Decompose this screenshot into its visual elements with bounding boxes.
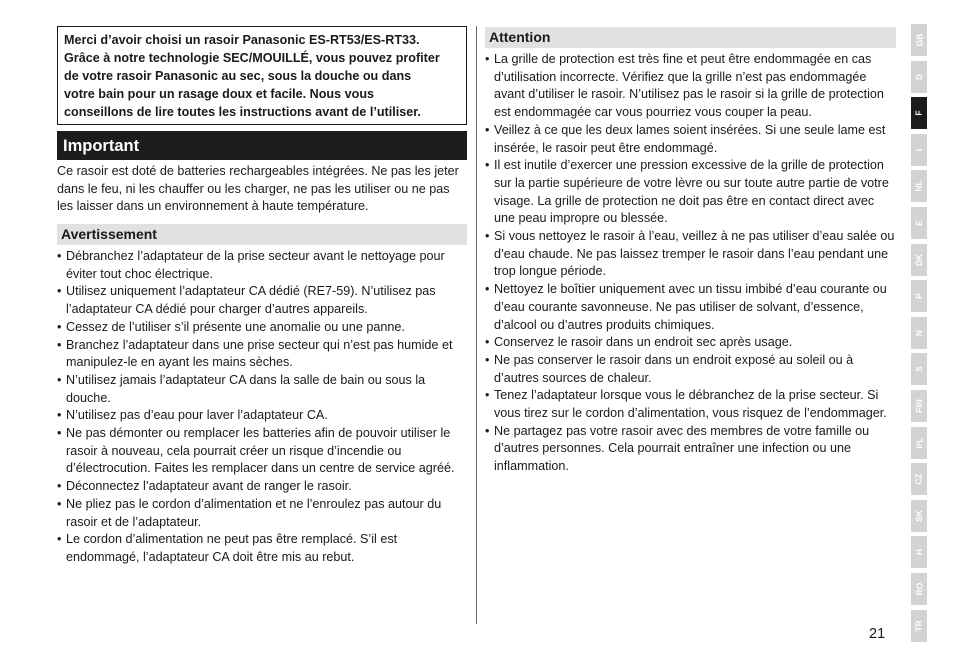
avertissement-heading: Avertissement (57, 224, 467, 245)
language-tab-label: S (913, 366, 924, 373)
list-item: • N’utilisez pas d’eau pour laver l’adaptateur CA. (57, 407, 467, 425)
language-tab-s[interactable] (911, 353, 927, 385)
language-tab-p[interactable] (911, 280, 927, 312)
language-tab-label: DK (914, 253, 924, 266)
language-tab-cz[interactable] (911, 463, 927, 495)
language-tab-e[interactable] (911, 207, 927, 239)
column-divider (476, 26, 477, 624)
intro-line: de votre rasoir Panasonic au sec, sous la douche ou dans (64, 69, 412, 83)
intro-line: Merci d’avoir choisi un rasoir Panasonic ES-RT53/ES-RT33. (64, 33, 420, 47)
important-text: Ce rasoir est doté de batteries rechargeables intégrées. Ne pas les jeter dans le feu, ni les chauffer ou les charger, ne pas les utiliser ou ne pas les laisser dans un environnement à haute température. (57, 164, 459, 214)
language-tab-f[interactable] (911, 97, 927, 129)
list-item: • Débranchez l’adaptateur de la prise secteur avant le nettoyage pour éviter tout choc électrique. (57, 248, 467, 283)
language-tab-label: NL (914, 180, 924, 193)
list-item: • Ne pliez pas le cordon d’alimentation et ne l’enroulez pas autour du rasoir et de l’adaptateur. (57, 496, 467, 531)
list-item: • Utilisez uniquement l’adaptateur CA dédié (RE7-59). N’utilisez pas l’adaptateur CA dédié pour charger d’autres appareils. (57, 283, 467, 318)
avertissement-section (57, 224, 467, 567)
attention-section (485, 27, 896, 476)
language-tab-i[interactable] (911, 134, 927, 166)
language-tab-label: E (913, 220, 924, 226)
language-tab-label: P (913, 293, 924, 299)
language-tab-h[interactable] (911, 536, 927, 568)
language-tab-label: F (913, 110, 924, 116)
intro-line: Grâce à notre technologie SEC/MOUILLÉ, vous pouvez profiter (64, 51, 440, 65)
language-tab-sk[interactable] (911, 500, 927, 532)
attention-heading: Attention (485, 27, 896, 48)
language-tab-label: N (913, 329, 924, 336)
language-tab-d[interactable] (911, 61, 927, 93)
list-item: • Si vous nettoyez le rasoir à l’eau, veillez à ne pas utiliser d’eau salée ou d’eau chaude. Ne pas laissez tremper le rasoir dans l’eau pendant une trop longue période. (485, 228, 896, 281)
language-tab-n[interactable] (911, 317, 927, 349)
language-tab-pl[interactable] (911, 427, 927, 459)
list-item: • Cessez de l’utiliser s’il présente une anomalie ou une panne. (57, 319, 467, 337)
important-heading: Important (57, 131, 467, 160)
intro-line: conseillons de lire toutes les instructions avant de l’utiliser. (64, 105, 421, 119)
language-tab-label: RO (914, 582, 924, 596)
language-tab-label: CZ (914, 473, 924, 485)
avertissement-list (57, 248, 467, 567)
intro-line: votre bain pour un rasage doux et facile. Nous vous (64, 87, 375, 101)
attention-list (485, 51, 896, 476)
list-item: • Ne pas conserver le rasoir dans un endroit exposé au soleil ou à d’autres sources de chaleur. (485, 352, 896, 387)
language-tab-label: GB (914, 33, 924, 47)
list-item: • Nettoyez le boîtier uniquement avec un tissu imbibé d’eau courante ou d’eau courante savonneuse. Ne pas utiliser de solvant, d’essence, d’alcool ou d’autres produits chimiques. (485, 281, 896, 334)
list-item: • Tenez l’adaptateur lorsque vous le débranchez de la prise secteur. Si vous tirez sur le cordon d’alimentation, vous risquez de l’endommager. (485, 387, 896, 422)
page-number: 21 (869, 626, 886, 642)
intro-box (57, 26, 467, 125)
language-tab-label: I (914, 148, 924, 151)
list-item: • Veillez à ce que les deux lames soient insérées. Si une seule lame est insérée, le rasoir peut être endommagé. (485, 122, 896, 157)
language-tabs (911, 24, 927, 646)
list-item: • Il est inutile d’exercer une pression excessive de la grille de protection sur la partie supérieure de votre lèvre ou sur toute autre partie de votre visage. La grille de protection ne doit pas être en contact direct avec une peau impropre ou blessée. (485, 157, 896, 228)
language-tab-tr[interactable] (911, 610, 927, 642)
list-item: • Ne pas démonter ou remplacer les batteries afin de pouvoir utiliser le rasoir à nouveau, cela pourrait créer un risque d’incendie ou d’électrocution. Faites les remplacer dans un centre de service agréé. (57, 425, 467, 478)
language-tab-label: PL (914, 437, 924, 448)
language-tab-label: SK (914, 509, 924, 522)
language-tab-label: D (913, 73, 924, 80)
list-item: • Déconnectez l’adaptateur avant de ranger le rasoir. (57, 478, 467, 496)
list-item: • Ne partagez pas votre rasoir avec des membres de votre famille ou d’autres personnes. Cela pourrait entraîner une infection ou une inflammation. (485, 423, 896, 476)
language-tab-dk[interactable] (911, 244, 927, 276)
language-tab-ro[interactable] (911, 573, 927, 605)
language-tab-label: FIN (913, 399, 924, 413)
language-tab-nl[interactable] (911, 170, 927, 202)
language-tab-label: TR (914, 619, 924, 632)
language-tab-label: H (913, 549, 924, 556)
list-item: • Branchez l’adaptateur dans une prise secteur qui n’est pas humide et manipulez-le en ayant les mains sèches. (57, 337, 467, 372)
list-item: • N’utilisez jamais l’adaptateur CA dans la salle de bain ou sous la douche. (57, 372, 467, 407)
language-tab-fin[interactable] (911, 390, 927, 422)
list-item: • Le cordon d’alimentation ne peut pas être remplacé. S’il est endommagé, l’adaptateur CA doit être mis au rebut. (57, 531, 467, 566)
list-item: • La grille de protection est très fine et peut être endommagée en cas d’utilisation incorrecte. Vérifiez que la grille n’est pas endommagée avant d’utiliser le rasoir. N’utilisez pas le rasoir si la grille de protection est endommagée car vous pourriez vous couper la peau. (485, 51, 896, 122)
language-tab-gb[interactable] (911, 24, 927, 56)
list-item: • Conservez le rasoir dans un endroit sec après usage. (485, 334, 896, 352)
